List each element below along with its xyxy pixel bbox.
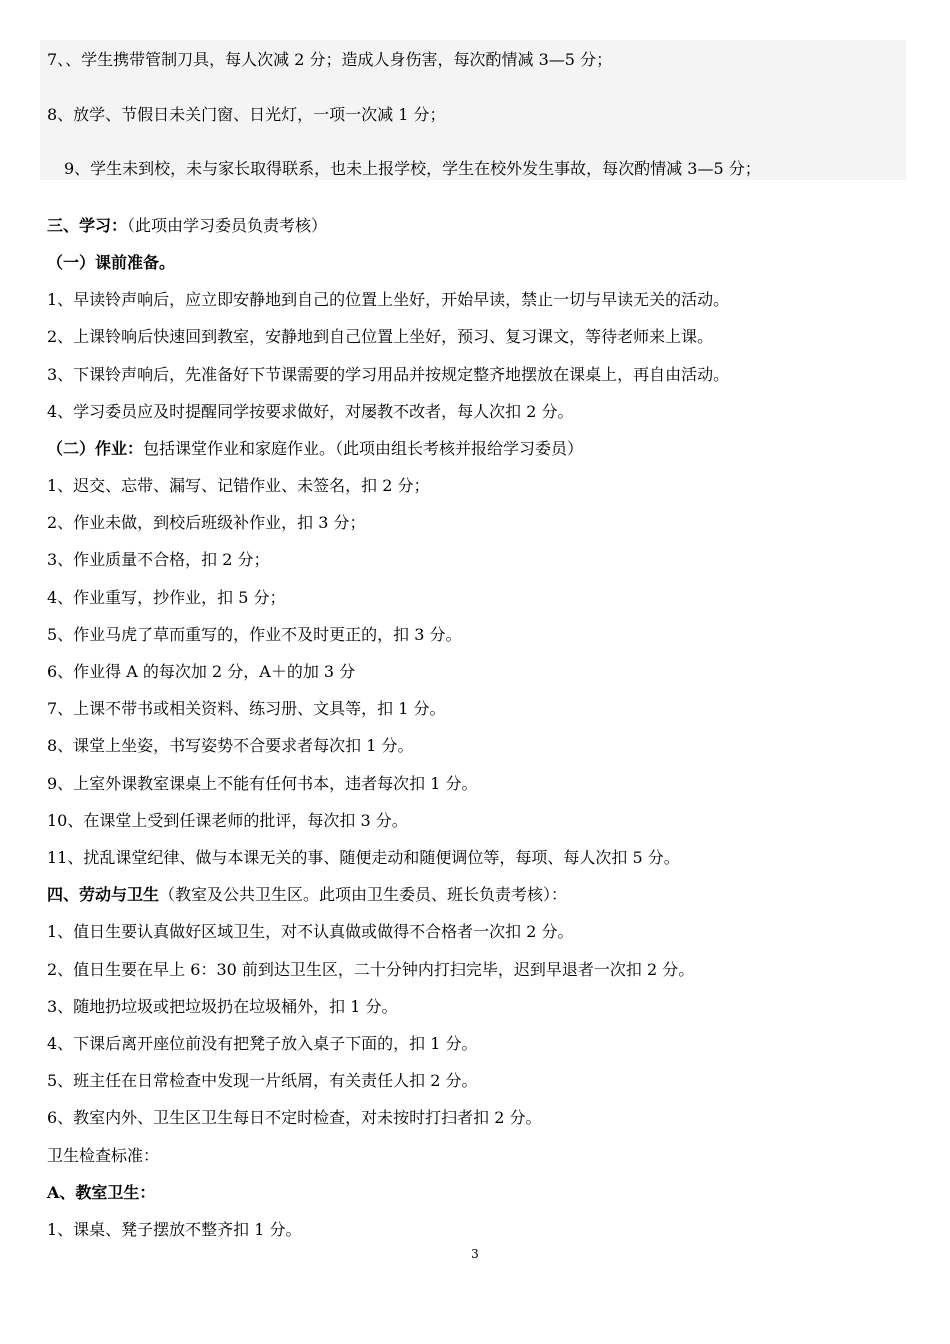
- rule-line: 4、作业重写，抄作业，扣 5 分；: [47, 588, 286, 607]
- heading-note: 包括课堂作业和家庭作业。（此项由组长考核并报给学习委员）: [143, 439, 584, 458]
- heading-label: 三、学习：: [47, 216, 128, 235]
- rule-line: 5、作业马虎了草而重写的，作业不及时更正的，扣 3 分。: [47, 625, 462, 644]
- section-heading: [47, 215, 327, 237]
- heading-label: 四、劳动与卫生: [47, 885, 160, 904]
- rule-line: 2、作业未做，到校后班级补作业，扣 3 分；: [47, 513, 366, 532]
- rule-line: 3、作业质量不合格，扣 2 分；: [47, 550, 270, 569]
- rule-line: 10、在课堂上受到任课老师的批评，每次扣 3 分。: [47, 811, 408, 830]
- rule-line: 2、上课铃响后快速回到教室，安静地到自己位置上坐好，预习、复习课文，等待老师来上课。: [47, 327, 714, 346]
- heading-note: （教室及公共卫生区。此项由卫生委员、班长负责考核）：: [159, 885, 568, 904]
- heading-label: A、教室卫生：: [47, 1183, 156, 1202]
- rule-line: 1、早读铃声响后，应立即安静地到自己的位置上坐好，开始早读，禁止一切与早读无关的活动。: [47, 290, 730, 309]
- section-heading: [47, 884, 567, 906]
- heading-label: （二）作业：: [47, 439, 144, 458]
- rule-line: 3、随地扔垃圾或把垃圾扔在垃圾桶外，扣 1 分。: [47, 997, 398, 1016]
- page-number: 3: [471, 1247, 479, 1261]
- rule-line: 4、下课后离开座位前没有把凳子放入桌子下面的，扣 1 分。: [47, 1034, 478, 1053]
- subsection-heading: [47, 252, 175, 274]
- rule-line: 1、迟交、忘带、漏写、记错作业、未签名，扣 2 分；: [47, 476, 430, 495]
- subsection-heading: [47, 438, 583, 460]
- rule-line: 4、学习委员应及时提醒同学按要求做好，对屡教不改者，每人次扣 2 分。: [47, 402, 574, 421]
- subsection-heading: [47, 1182, 155, 1204]
- rule-line: 卫生检查标准：: [47, 1146, 160, 1165]
- rule-line: 5、班主任在日常检查中发现一片纸屑，有关责任人扣 2 分。: [47, 1071, 478, 1090]
- rule-line: 7、上课不带书或相关资料、练习册、文具等，扣 1 分。: [47, 699, 446, 718]
- rule-line: 2、值日生要在早上 6：30 前到达卫生区，二十分钟内打扫完毕，迟到早退者一次扣 2 分。: [47, 960, 695, 979]
- rule-line: 6、教室内外、卫生区卫生每日不定时检查，对未按时打扫者扣 2 分。: [47, 1108, 542, 1127]
- rule-line: 6、作业得 A 的每次加 2 分，A＋的加 3 分: [47, 662, 356, 681]
- rule-line: 3、下课铃声响后，先准备好下节课需要的学习用品并按规定整齐地摆放在课桌上，再自由活动。: [47, 365, 730, 384]
- rule-line: 11、扰乱课堂纪律、做与本课无关的事、随便走动和随便调位等，每项、每人次扣 5 分。: [47, 848, 680, 867]
- rule-line: 7、、学生携带管制刀具，每人次减 2 分；造成人身伤害，每次酌情减 3—5 分；: [47, 50, 613, 69]
- rule-line: 8、放学、节假日未关门窗、日光灯，一项一次减 1 分；: [47, 105, 446, 124]
- heading-label: （一）课前准备。: [47, 253, 176, 272]
- rule-line: 1、课桌、凳子摆放不整齐扣 1 分。: [47, 1220, 302, 1239]
- heading-note: （此项由学习委员负责考核）: [127, 216, 328, 235]
- rule-line: 9、学生未到校，未与家长取得联系，也未上报学校，学生在校外发生事故，每次酌情减 3—5 分；: [64, 159, 761, 178]
- rule-line: 8、课堂上坐姿，书写姿势不合要求者每次扣 1 分。: [47, 736, 414, 755]
- rule-line: 9、上室外课教室课桌上不能有任何书本，违者每次扣 1 分。: [47, 774, 478, 793]
- rule-line: 1、值日生要认真做好区域卫生，对不认真做或做得不合格者一次扣 2 分。: [47, 922, 574, 941]
